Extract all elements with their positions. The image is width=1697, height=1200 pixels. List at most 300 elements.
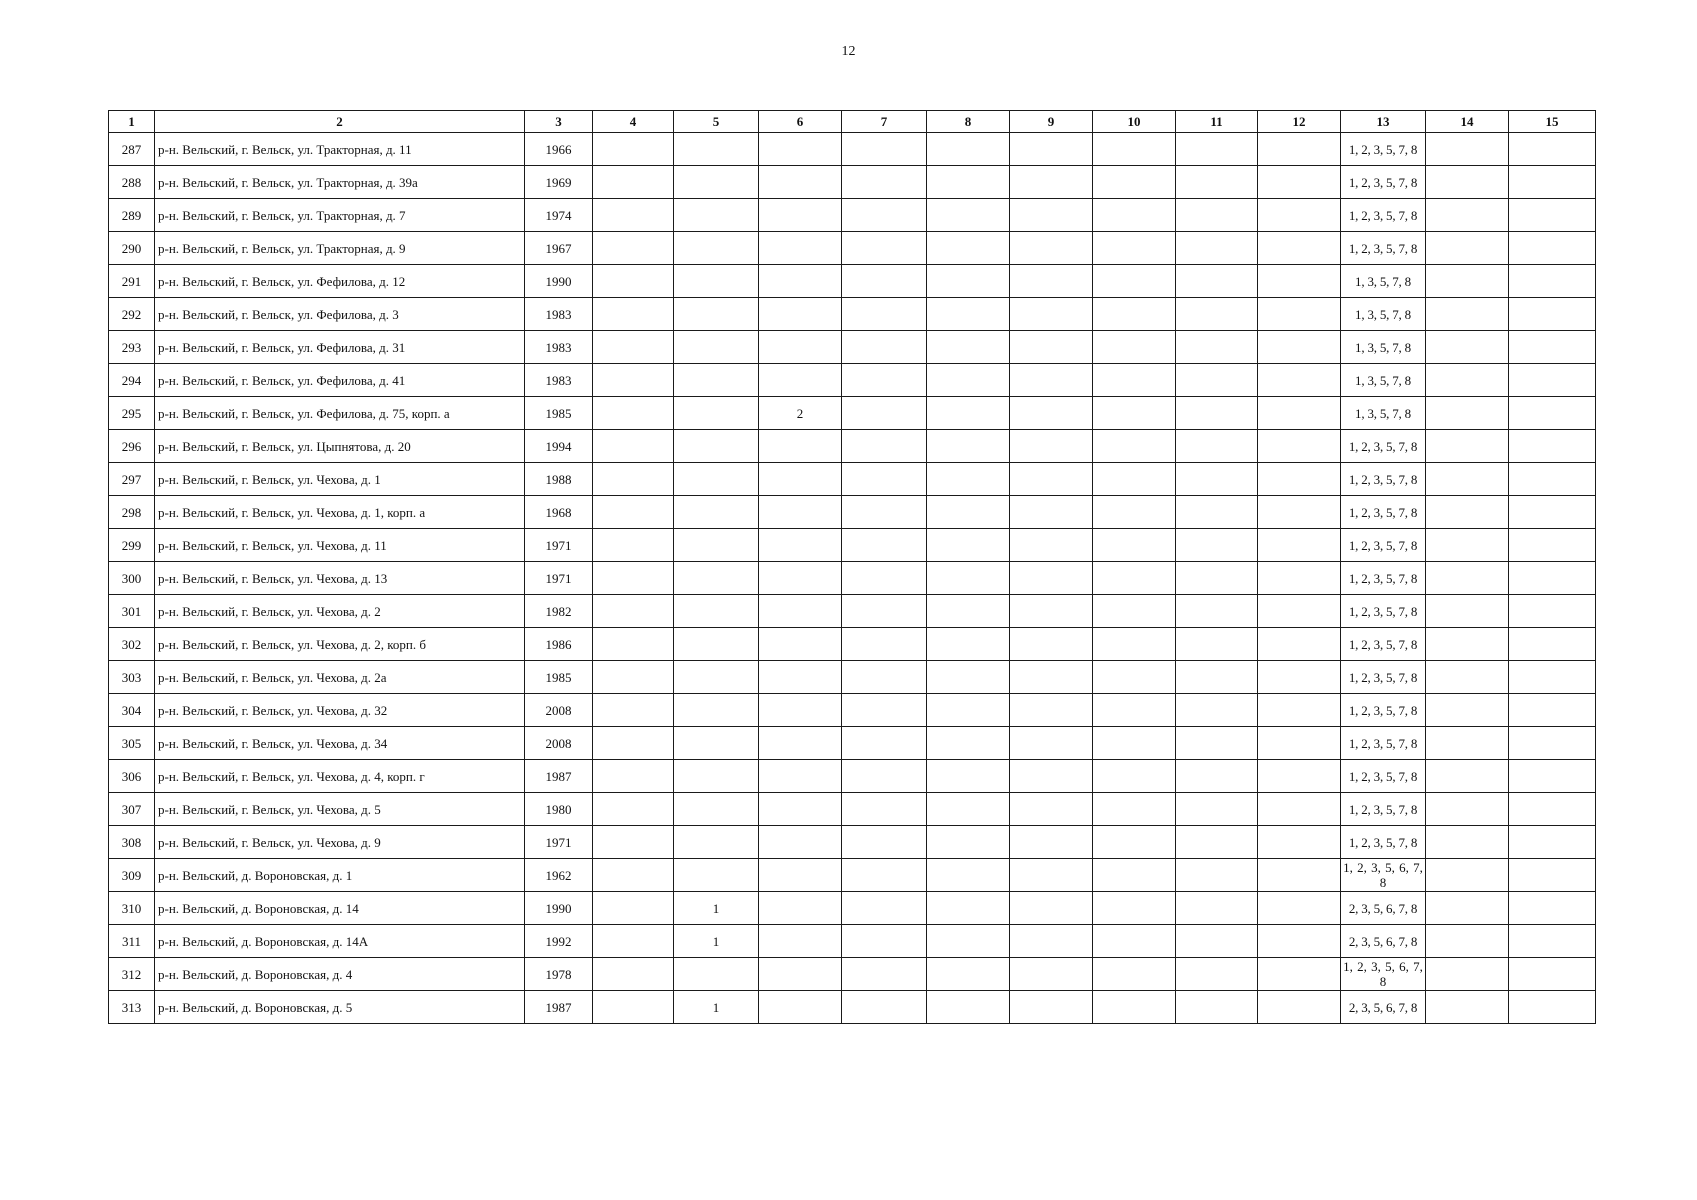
row-number-cell: 297 xyxy=(109,463,155,496)
empty-cell-col12 xyxy=(1258,694,1341,727)
year-cell: 1983 xyxy=(525,298,593,331)
table-row xyxy=(109,199,1596,232)
empty-cell-col15 xyxy=(1509,133,1596,166)
col6-cell xyxy=(759,628,842,661)
col5-cell: 1 xyxy=(674,892,759,925)
empty-cell-col7 xyxy=(842,298,927,331)
column-header-13: 13 xyxy=(1341,111,1426,133)
empty-cell-col12 xyxy=(1258,661,1341,694)
empty-cell-col10 xyxy=(1093,661,1176,694)
col4-cell xyxy=(593,595,674,628)
empty-cell-col8 xyxy=(927,331,1010,364)
empty-cell-col8 xyxy=(927,529,1010,562)
row-number-cell: 311 xyxy=(109,925,155,958)
empty-cell-col14 xyxy=(1426,496,1509,529)
empty-cell-col12 xyxy=(1258,298,1341,331)
empty-cell-col9 xyxy=(1010,661,1093,694)
empty-cell-col12 xyxy=(1258,397,1341,430)
table-row xyxy=(109,958,1596,991)
empty-cell-col15 xyxy=(1509,991,1596,1024)
empty-cell-col11 xyxy=(1176,265,1258,298)
address-cell: р-н. Вельский, г. Вельск, ул. Чехова, д. 4, корп. г xyxy=(155,760,525,793)
col5-cell xyxy=(674,331,759,364)
empty-cell-col10 xyxy=(1093,265,1176,298)
col4-cell xyxy=(593,958,674,991)
empty-cell-col12 xyxy=(1258,496,1341,529)
empty-cell-col7 xyxy=(842,628,927,661)
empty-cell-col8 xyxy=(927,694,1010,727)
empty-cell-col9 xyxy=(1010,760,1093,793)
empty-cell-col8 xyxy=(927,892,1010,925)
address-cell: р-н. Вельский, г. Вельск, ул. Фефилова, д. 3 xyxy=(155,298,525,331)
empty-cell-col8 xyxy=(927,298,1010,331)
empty-cell-col11 xyxy=(1176,859,1258,892)
column-header-2: 2 xyxy=(155,111,525,133)
col5-cell xyxy=(674,562,759,595)
empty-cell-col11 xyxy=(1176,133,1258,166)
col5-cell xyxy=(674,133,759,166)
column-header-14: 14 xyxy=(1426,111,1509,133)
col13-cell: 1, 2, 3, 5, 7, 8 xyxy=(1341,694,1426,727)
table-row xyxy=(109,166,1596,199)
empty-cell-col11 xyxy=(1176,430,1258,463)
col13-cell: 1, 2, 3, 5, 7, 8 xyxy=(1341,199,1426,232)
empty-cell-col10 xyxy=(1093,628,1176,661)
col4-cell xyxy=(593,793,674,826)
column-header-12: 12 xyxy=(1258,111,1341,133)
empty-cell-col9 xyxy=(1010,397,1093,430)
table-row xyxy=(109,628,1596,661)
empty-cell-col9 xyxy=(1010,826,1093,859)
row-number-cell: 295 xyxy=(109,397,155,430)
empty-cell-col10 xyxy=(1093,133,1176,166)
col13-cell: 1, 2, 3, 5, 6, 7, 8 xyxy=(1341,958,1426,991)
empty-cell-col14 xyxy=(1426,166,1509,199)
empty-cell-col14 xyxy=(1426,760,1509,793)
empty-cell-col10 xyxy=(1093,892,1176,925)
address-cell: р-н. Вельский, г. Вельск, ул. Чехова, д. 2 xyxy=(155,595,525,628)
col6-cell xyxy=(759,496,842,529)
column-header-15: 15 xyxy=(1509,111,1596,133)
col5-cell xyxy=(674,727,759,760)
empty-cell-col7 xyxy=(842,760,927,793)
col13-cell: 1, 3, 5, 7, 8 xyxy=(1341,364,1426,397)
empty-cell-col15 xyxy=(1509,166,1596,199)
col5-cell xyxy=(674,595,759,628)
col13-cell: 1, 2, 3, 5, 7, 8 xyxy=(1341,595,1426,628)
empty-cell-col12 xyxy=(1258,463,1341,496)
empty-cell-col11 xyxy=(1176,595,1258,628)
empty-cell-col10 xyxy=(1093,232,1176,265)
empty-cell-col8 xyxy=(927,628,1010,661)
empty-cell-col8 xyxy=(927,232,1010,265)
col6-cell xyxy=(759,265,842,298)
row-number-cell: 288 xyxy=(109,166,155,199)
address-cell: р-н. Вельский, д. Вороновская, д. 4 xyxy=(155,958,525,991)
row-number-cell: 292 xyxy=(109,298,155,331)
col4-cell xyxy=(593,430,674,463)
empty-cell-col11 xyxy=(1176,199,1258,232)
empty-cell-col7 xyxy=(842,232,927,265)
empty-cell-col9 xyxy=(1010,166,1093,199)
row-number-cell: 307 xyxy=(109,793,155,826)
col6-cell xyxy=(759,166,842,199)
empty-cell-col15 xyxy=(1509,958,1596,991)
row-number-cell: 293 xyxy=(109,331,155,364)
empty-cell-col11 xyxy=(1176,727,1258,760)
empty-cell-col7 xyxy=(842,430,927,463)
col13-cell: 1, 2, 3, 5, 7, 8 xyxy=(1341,166,1426,199)
table-row xyxy=(109,463,1596,496)
year-cell: 1983 xyxy=(525,331,593,364)
empty-cell-col10 xyxy=(1093,331,1176,364)
empty-cell-col8 xyxy=(927,727,1010,760)
column-header-7: 7 xyxy=(842,111,927,133)
empty-cell-col11 xyxy=(1176,298,1258,331)
column-header-11: 11 xyxy=(1176,111,1258,133)
year-cell: 1987 xyxy=(525,760,593,793)
empty-cell-col10 xyxy=(1093,826,1176,859)
row-number-cell: 287 xyxy=(109,133,155,166)
empty-cell-col8 xyxy=(927,661,1010,694)
table-row xyxy=(109,331,1596,364)
col13-cell: 1, 3, 5, 7, 8 xyxy=(1341,397,1426,430)
empty-cell-col7 xyxy=(842,727,927,760)
year-cell: 1968 xyxy=(525,496,593,529)
table-row xyxy=(109,562,1596,595)
empty-cell-col12 xyxy=(1258,430,1341,463)
table-row xyxy=(109,397,1596,430)
empty-cell-col14 xyxy=(1426,463,1509,496)
empty-cell-col11 xyxy=(1176,958,1258,991)
table-row xyxy=(109,826,1596,859)
table-row xyxy=(109,727,1596,760)
empty-cell-col8 xyxy=(927,133,1010,166)
col6-cell xyxy=(759,331,842,364)
col6-cell xyxy=(759,595,842,628)
col13-cell: 1, 3, 5, 7, 8 xyxy=(1341,331,1426,364)
col5-cell xyxy=(674,529,759,562)
empty-cell-col14 xyxy=(1426,430,1509,463)
table-row xyxy=(109,859,1596,892)
year-cell: 1985 xyxy=(525,397,593,430)
year-cell: 1986 xyxy=(525,628,593,661)
col4-cell xyxy=(593,925,674,958)
table-row xyxy=(109,298,1596,331)
empty-cell-col11 xyxy=(1176,892,1258,925)
col6-cell xyxy=(759,661,842,694)
empty-cell-col15 xyxy=(1509,892,1596,925)
address-cell: р-н. Вельский, г. Вельск, ул. Чехова, д. 32 xyxy=(155,694,525,727)
empty-cell-col11 xyxy=(1176,991,1258,1024)
empty-cell-col10 xyxy=(1093,727,1176,760)
empty-cell-col11 xyxy=(1176,925,1258,958)
address-cell: р-н. Вельский, г. Вельск, ул. Чехова, д. 2а xyxy=(155,661,525,694)
empty-cell-col8 xyxy=(927,463,1010,496)
empty-cell-col14 xyxy=(1426,397,1509,430)
empty-cell-col15 xyxy=(1509,925,1596,958)
col6-cell xyxy=(759,892,842,925)
address-cell: р-н. Вельский, д. Вороновская, д. 14А xyxy=(155,925,525,958)
col5-cell xyxy=(674,628,759,661)
empty-cell-col9 xyxy=(1010,727,1093,760)
column-header-1: 1 xyxy=(109,111,155,133)
empty-cell-col11 xyxy=(1176,496,1258,529)
empty-cell-col10 xyxy=(1093,430,1176,463)
col4-cell xyxy=(593,991,674,1024)
empty-cell-col7 xyxy=(842,859,927,892)
year-cell: 1962 xyxy=(525,859,593,892)
col5-cell: 1 xyxy=(674,991,759,1024)
address-cell: р-н. Вельский, д. Вороновская, д. 5 xyxy=(155,991,525,1024)
empty-cell-col14 xyxy=(1426,793,1509,826)
col6-cell xyxy=(759,562,842,595)
empty-cell-col15 xyxy=(1509,760,1596,793)
empty-cell-col14 xyxy=(1426,133,1509,166)
col6-cell xyxy=(759,859,842,892)
address-cell: р-н. Вельский, г. Вельск, ул. Фефилова, д. 75, корп. а xyxy=(155,397,525,430)
empty-cell-col7 xyxy=(842,925,927,958)
empty-cell-col9 xyxy=(1010,133,1093,166)
empty-cell-col9 xyxy=(1010,859,1093,892)
empty-cell-col12 xyxy=(1258,166,1341,199)
address-cell: р-н. Вельский, г. Вельск, ул. Чехова, д. 13 xyxy=(155,562,525,595)
col6-cell xyxy=(759,529,842,562)
empty-cell-col12 xyxy=(1258,859,1341,892)
year-cell: 1990 xyxy=(525,892,593,925)
col4-cell xyxy=(593,232,674,265)
table-row xyxy=(109,430,1596,463)
year-cell: 1990 xyxy=(525,265,593,298)
col13-cell: 1, 3, 5, 7, 8 xyxy=(1341,265,1426,298)
empty-cell-col11 xyxy=(1176,166,1258,199)
empty-cell-col12 xyxy=(1258,925,1341,958)
empty-cell-col10 xyxy=(1093,958,1176,991)
empty-cell-col15 xyxy=(1509,232,1596,265)
year-cell: 1967 xyxy=(525,232,593,265)
empty-cell-col12 xyxy=(1258,562,1341,595)
empty-cell-col9 xyxy=(1010,595,1093,628)
empty-cell-col9 xyxy=(1010,364,1093,397)
empty-cell-col7 xyxy=(842,595,927,628)
table-header xyxy=(109,111,1596,133)
col13-cell: 1, 2, 3, 5, 7, 8 xyxy=(1341,661,1426,694)
empty-cell-col11 xyxy=(1176,793,1258,826)
year-cell: 1985 xyxy=(525,661,593,694)
empty-cell-col8 xyxy=(927,397,1010,430)
row-number-cell: 300 xyxy=(109,562,155,595)
empty-cell-col9 xyxy=(1010,265,1093,298)
empty-cell-col10 xyxy=(1093,760,1176,793)
empty-cell-col14 xyxy=(1426,826,1509,859)
empty-cell-col15 xyxy=(1509,529,1596,562)
row-number-cell: 296 xyxy=(109,430,155,463)
address-cell: р-н. Вельский, г. Вельск, ул. Фефилова, д. 41 xyxy=(155,364,525,397)
empty-cell-col14 xyxy=(1426,925,1509,958)
empty-cell-col11 xyxy=(1176,826,1258,859)
empty-cell-col11 xyxy=(1176,661,1258,694)
address-cell: р-н. Вельский, д. Вороновская, д. 14 xyxy=(155,892,525,925)
address-cell: р-н. Вельский, г. Вельск, ул. Чехова, д. 5 xyxy=(155,793,525,826)
column-header-6: 6 xyxy=(759,111,842,133)
empty-cell-col8 xyxy=(927,166,1010,199)
empty-cell-col10 xyxy=(1093,463,1176,496)
col5-cell xyxy=(674,397,759,430)
empty-cell-col14 xyxy=(1426,298,1509,331)
col13-cell: 1, 2, 3, 5, 7, 8 xyxy=(1341,562,1426,595)
empty-cell-col15 xyxy=(1509,562,1596,595)
empty-cell-col15 xyxy=(1509,199,1596,232)
empty-cell-col8 xyxy=(927,364,1010,397)
col6-cell xyxy=(759,364,842,397)
row-number-cell: 301 xyxy=(109,595,155,628)
table-row xyxy=(109,496,1596,529)
empty-cell-col8 xyxy=(927,859,1010,892)
table-row xyxy=(109,364,1596,397)
table-row xyxy=(109,529,1596,562)
column-header-4: 4 xyxy=(593,111,674,133)
year-cell: 1987 xyxy=(525,991,593,1024)
empty-cell-col14 xyxy=(1426,529,1509,562)
col4-cell xyxy=(593,364,674,397)
empty-cell-col7 xyxy=(842,826,927,859)
empty-cell-col10 xyxy=(1093,166,1176,199)
empty-cell-col7 xyxy=(842,166,927,199)
row-number-cell: 291 xyxy=(109,265,155,298)
address-cell: р-н. Вельский, г. Вельск, ул. Чехова, д. 34 xyxy=(155,727,525,760)
empty-cell-col15 xyxy=(1509,628,1596,661)
year-cell: 1971 xyxy=(525,826,593,859)
empty-cell-col12 xyxy=(1258,628,1341,661)
col6-cell xyxy=(759,958,842,991)
empty-cell-col15 xyxy=(1509,826,1596,859)
empty-cell-col7 xyxy=(842,529,927,562)
year-cell: 1971 xyxy=(525,529,593,562)
empty-cell-col7 xyxy=(842,397,927,430)
address-cell: р-н. Вельский, г. Вельск, ул. Чехова, д. 1 xyxy=(155,463,525,496)
address-cell: р-н. Вельский, г. Вельск, ул. Цыпнятова, д. 20 xyxy=(155,430,525,463)
col4-cell xyxy=(593,529,674,562)
col5-cell xyxy=(674,793,759,826)
col4-cell xyxy=(593,628,674,661)
empty-cell-col9 xyxy=(1010,694,1093,727)
col13-cell: 2, 3, 5, 6, 7, 8 xyxy=(1341,892,1426,925)
col4-cell xyxy=(593,562,674,595)
empty-cell-col7 xyxy=(842,892,927,925)
year-cell: 1978 xyxy=(525,958,593,991)
empty-cell-col14 xyxy=(1426,727,1509,760)
col4-cell xyxy=(593,859,674,892)
col6-cell xyxy=(759,430,842,463)
empty-cell-col7 xyxy=(842,265,927,298)
empty-cell-col10 xyxy=(1093,991,1176,1024)
table-row xyxy=(109,595,1596,628)
empty-cell-col7 xyxy=(842,496,927,529)
empty-cell-col10 xyxy=(1093,925,1176,958)
col4-cell xyxy=(593,694,674,727)
empty-cell-col10 xyxy=(1093,793,1176,826)
empty-cell-col7 xyxy=(842,364,927,397)
year-cell: 1974 xyxy=(525,199,593,232)
empty-cell-col15 xyxy=(1509,430,1596,463)
empty-cell-col9 xyxy=(1010,991,1093,1024)
col5-cell xyxy=(674,430,759,463)
empty-cell-col15 xyxy=(1509,595,1596,628)
row-number-cell: 309 xyxy=(109,859,155,892)
empty-cell-col7 xyxy=(842,793,927,826)
col5-cell xyxy=(674,364,759,397)
table-row xyxy=(109,793,1596,826)
col6-cell xyxy=(759,199,842,232)
empty-cell-col7 xyxy=(842,331,927,364)
column-header-9: 9 xyxy=(1010,111,1093,133)
column-header-8: 8 xyxy=(927,111,1010,133)
empty-cell-col7 xyxy=(842,694,927,727)
table-row xyxy=(109,760,1596,793)
col13-cell: 1, 2, 3, 5, 7, 8 xyxy=(1341,496,1426,529)
year-cell: 1971 xyxy=(525,562,593,595)
column-header-5: 5 xyxy=(674,111,759,133)
year-cell: 1992 xyxy=(525,925,593,958)
table-body xyxy=(109,133,1596,1024)
empty-cell-col9 xyxy=(1010,430,1093,463)
page-number: 12 xyxy=(841,44,856,59)
empty-cell-col10 xyxy=(1093,562,1176,595)
empty-cell-col15 xyxy=(1509,397,1596,430)
empty-cell-col11 xyxy=(1176,397,1258,430)
address-cell: р-н. Вельский, г. Вельск, ул. Чехова, д. 11 xyxy=(155,529,525,562)
col4-cell xyxy=(593,727,674,760)
col5-cell xyxy=(674,760,759,793)
empty-cell-col11 xyxy=(1176,364,1258,397)
col13-cell: 1, 2, 3, 5, 6, 7, 8 xyxy=(1341,859,1426,892)
table-row xyxy=(109,892,1596,925)
empty-cell-col7 xyxy=(842,562,927,595)
empty-cell-col12 xyxy=(1258,133,1341,166)
col4-cell xyxy=(593,298,674,331)
table-row xyxy=(109,694,1596,727)
address-cell: р-н. Вельский, г. Вельск, ул. Чехова, д. 9 xyxy=(155,826,525,859)
empty-cell-col10 xyxy=(1093,397,1176,430)
row-number-cell: 302 xyxy=(109,628,155,661)
row-number-cell: 289 xyxy=(109,199,155,232)
col5-cell xyxy=(674,958,759,991)
year-cell: 1980 xyxy=(525,793,593,826)
col6-cell xyxy=(759,133,842,166)
col13-cell: 1, 3, 5, 7, 8 xyxy=(1341,298,1426,331)
empty-cell-col8 xyxy=(927,760,1010,793)
empty-cell-col9 xyxy=(1010,628,1093,661)
empty-cell-col8 xyxy=(927,562,1010,595)
empty-cell-col10 xyxy=(1093,595,1176,628)
address-cell: р-н. Вельский, г. Вельск, ул. Тракторная, д. 9 xyxy=(155,232,525,265)
empty-cell-col8 xyxy=(927,496,1010,529)
address-cell: р-н. Вельский, г. Вельск, ул. Чехова, д. 2, корп. б xyxy=(155,628,525,661)
empty-cell-col12 xyxy=(1258,199,1341,232)
col4-cell xyxy=(593,199,674,232)
col5-cell xyxy=(674,661,759,694)
row-number-cell: 304 xyxy=(109,694,155,727)
col4-cell xyxy=(593,826,674,859)
year-cell: 2008 xyxy=(525,694,593,727)
row-number-cell: 305 xyxy=(109,727,155,760)
empty-cell-col14 xyxy=(1426,595,1509,628)
empty-cell-col14 xyxy=(1426,562,1509,595)
col13-cell: 1, 2, 3, 5, 7, 8 xyxy=(1341,628,1426,661)
col4-cell xyxy=(593,133,674,166)
col6-cell xyxy=(759,727,842,760)
table-row xyxy=(109,991,1596,1024)
